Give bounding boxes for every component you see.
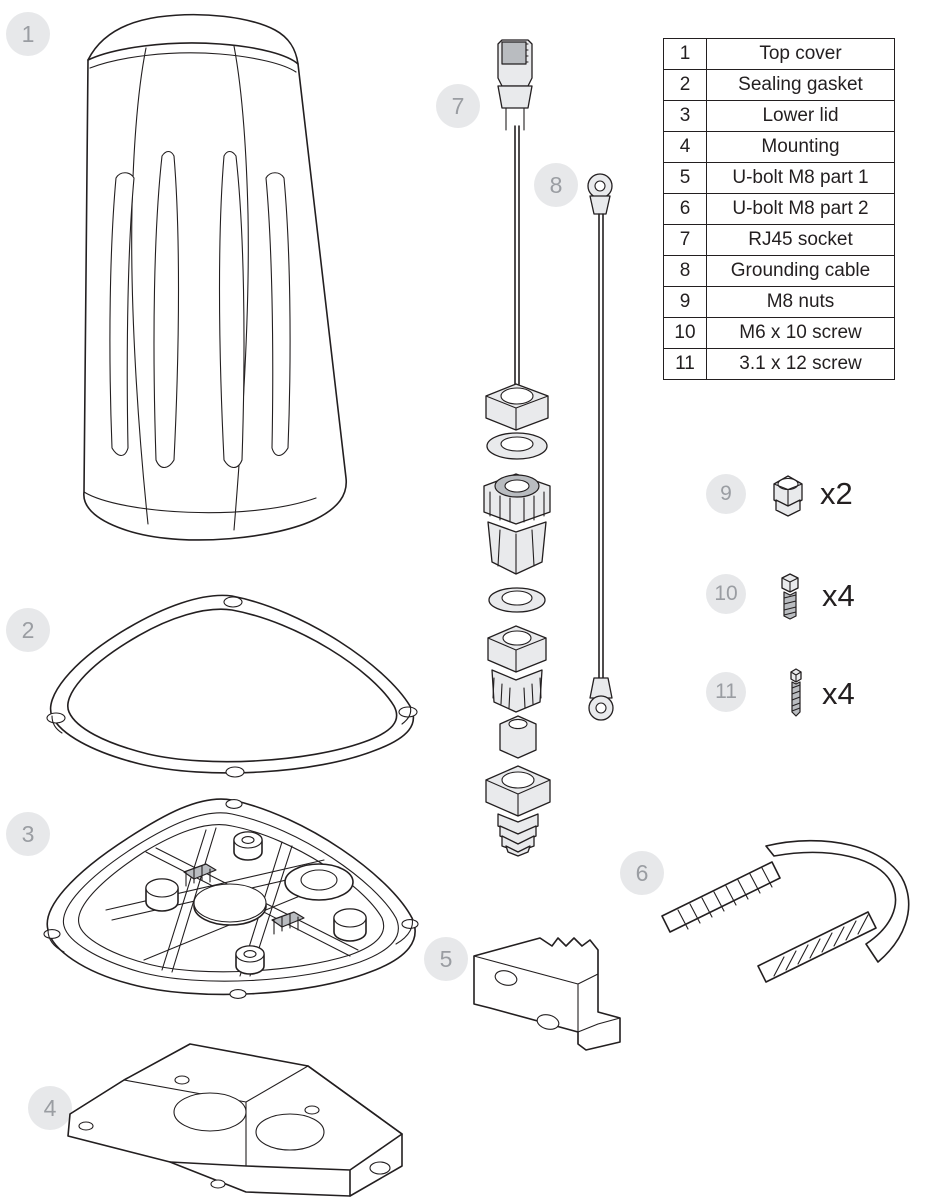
callout-9: 9 xyxy=(706,474,746,514)
parts-legend-table xyxy=(663,38,895,380)
callout-4: 4 xyxy=(28,1086,72,1130)
table-row xyxy=(664,349,895,380)
part-grounding-cable xyxy=(580,170,630,730)
qty-label: x2 xyxy=(820,476,853,511)
callout-10: 10 xyxy=(706,574,746,614)
qty-row-m8-nuts xyxy=(766,470,853,518)
legend-name: Lower lid xyxy=(707,101,895,132)
part-rj45-socket xyxy=(466,34,586,854)
legend-name: 3.1 x 12 screw xyxy=(707,349,895,380)
legend-number: 8 xyxy=(664,256,707,287)
legend-name: M6 x 10 screw xyxy=(707,318,895,349)
legend-name: Mounting xyxy=(707,132,895,163)
part-mounting-bracket xyxy=(50,1036,430,1200)
legend-name: U-bolt M8 part 1 xyxy=(707,163,895,194)
legend-number: 6 xyxy=(664,194,707,225)
table-row xyxy=(664,132,895,163)
table-row xyxy=(664,101,895,132)
short-screw-icon xyxy=(776,568,804,624)
callout-2: 2 xyxy=(6,608,50,652)
qty-row-m6-screw xyxy=(776,568,855,624)
callout-5: 5 xyxy=(424,937,468,981)
callout-3: 3 xyxy=(6,812,50,856)
table-row xyxy=(664,194,895,225)
legend-number: 7 xyxy=(664,225,707,256)
table-row xyxy=(664,163,895,194)
callout-7: 7 xyxy=(436,84,480,128)
table-row xyxy=(664,225,895,256)
legend-number: 11 xyxy=(664,349,707,380)
callout-11: 11 xyxy=(706,672,746,712)
callout-6: 6 xyxy=(620,851,664,895)
legend-name: M8 nuts xyxy=(707,287,895,318)
part-lower-lid xyxy=(34,790,434,1030)
qty-label: x4 xyxy=(822,578,855,613)
legend-number: 5 xyxy=(664,163,707,194)
legend-number: 9 xyxy=(664,287,707,318)
legend-name: Sealing gasket xyxy=(707,70,895,101)
part-ubolt xyxy=(654,840,914,990)
table-row xyxy=(664,39,895,70)
hex-nut-icon xyxy=(766,470,810,518)
legend-number: 10 xyxy=(664,318,707,349)
part-sealing-gasket xyxy=(36,588,426,788)
long-screw-icon xyxy=(786,666,806,722)
legend-number: 3 xyxy=(664,101,707,132)
legend-name: RJ45 socket xyxy=(707,225,895,256)
callout-8: 8 xyxy=(534,163,578,207)
legend-number: 4 xyxy=(664,132,707,163)
callout-1: 1 xyxy=(6,12,50,56)
part-ubolt-bracket xyxy=(466,934,646,1058)
table-row xyxy=(664,287,895,318)
table-row xyxy=(664,70,895,101)
legend-name: Top cover xyxy=(707,39,895,70)
qty-label: x4 xyxy=(822,676,855,711)
legend-name: Grounding cable xyxy=(707,256,895,287)
qty-row-31x12-screw xyxy=(786,666,855,722)
table-row xyxy=(664,256,895,287)
part-top-cover xyxy=(28,8,358,598)
legend-name: U-bolt M8 part 2 xyxy=(707,194,895,225)
table-row xyxy=(664,318,895,349)
legend-number: 2 xyxy=(664,70,707,101)
legend-number: 1 xyxy=(664,39,707,70)
